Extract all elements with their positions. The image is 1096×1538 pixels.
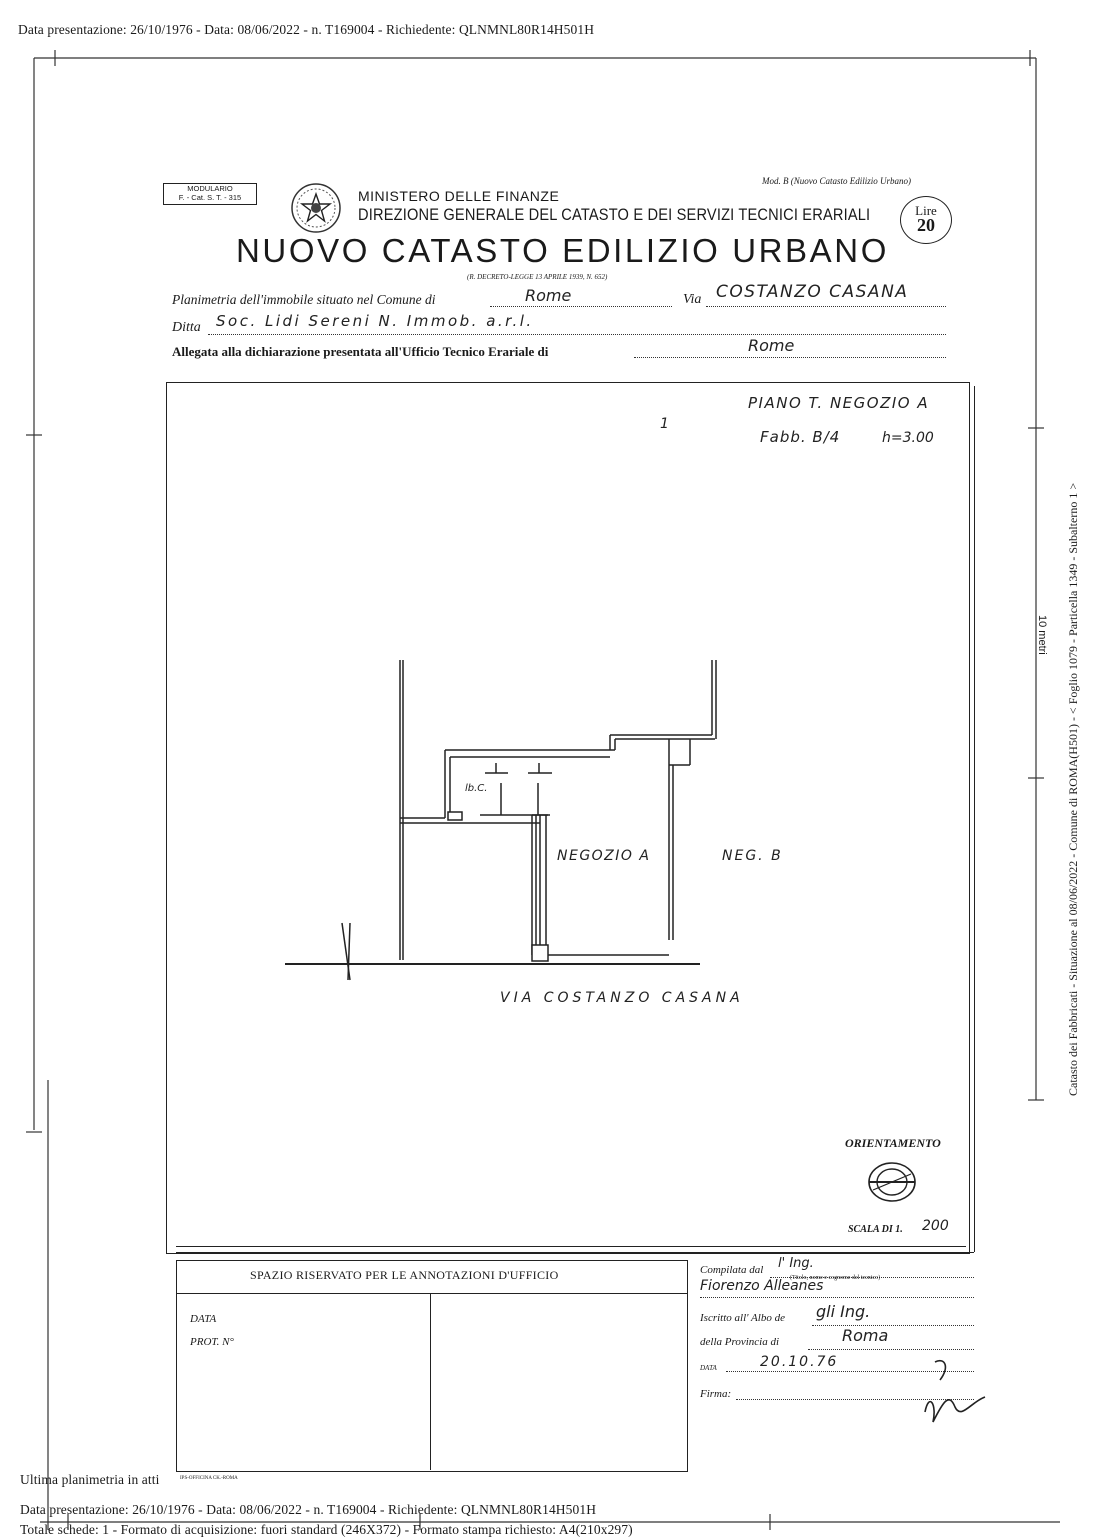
allegata-underline [634,356,946,358]
compilata-hint: (Titolo, nome e cognome del tecnico) [790,1275,881,1281]
plan-marker: 1 [660,416,669,432]
ultima-label: Ultima planimetria in atti [20,1472,160,1487]
via-value: COSTANZO CASANA [716,282,909,302]
data-label: DATA [190,1313,217,1325]
firma-label: Firma: [700,1388,732,1400]
iscritto-underline [812,1324,974,1326]
lire-label: Lire [915,203,937,218]
prot-label: PROT. N° [190,1336,234,1348]
riservato-label: SPAZIO RISERVATO PER LE ANNOTAZIONI D'UFFICIO [250,1268,559,1282]
provincia-value: Roma [842,1326,889,1345]
lire-stamp [900,196,952,244]
room-negozio-b: NEG. B [722,848,783,864]
iscritto-label: Iscritto all' Albo de [700,1312,785,1324]
provincia-underline [808,1348,974,1350]
name-underline [700,1296,974,1298]
planimetria-label: Planimetria dell'immobile situato nel Comune di [172,292,436,307]
compilata-label: Compilata dal [700,1264,764,1276]
header-top: Data presentazione: 26/10/1976 - Data: 08/06/2022 - n. T169004 - Richiedente: QLNMNL80R14H501H [18,22,595,37]
footer-line-1: Data presentazione: 26/10/1976 - Data: 08/06/2022 - n. T169004 - Richiedente: QLNMNL80R14H501H [20,1502,597,1517]
side-cadastral-text: Catasto dei Fabbricati - Situazione al 08/06/2022 - Comune di ROMA(H501) - < Foglio 1079 - Particella 1349 - Subalterno 1 > [1066,482,1080,1096]
signature-icon [915,1352,995,1432]
scala-value: 200 [922,1218,949,1234]
iscritto-value: gli Ing. [816,1302,871,1321]
ditta-underline [208,333,946,335]
side-scale: 10 metri [1036,615,1048,655]
plan-frame-shadow-bottom [176,1248,974,1253]
comune-underline [490,305,672,307]
via-underline [706,305,946,307]
comune-value: Rome [525,286,572,305]
emblem-icon [287,180,345,236]
modulario-label: MODULARIO [187,184,233,193]
compilata-name: Fiorenzo Alleanes [700,1278,824,1294]
plan-note-1: PIANO T. NEGOZIO A [748,394,930,412]
room-negozio-a: NEGOZIO A [557,848,651,864]
direzione: DIREZIONE GENERALE DEL CATASTO E DEI SERVIZI TECNICI ERARIALI [358,205,871,224]
ministero: MINISTERO DELLE FINANZE [358,188,560,204]
lire-value: 20 [917,215,935,235]
page-title: NUOVO CATASTO EDILIZIO URBANO [236,232,889,269]
wc-label: lb.C. [465,783,488,794]
office-box [176,1260,688,1472]
office-column-divider [430,1294,431,1470]
printer-label: IPS-OFFICINA CK.-ROMA [180,1476,238,1481]
via-label: Via [683,292,702,307]
mod-b: Mod. B (Nuovo Catasto Edilizio Urbano) [762,176,911,186]
scala-label: SCALA DI 1. [848,1224,903,1235]
plan-frame-shadow [966,386,975,1252]
plan-note-2: Fabb. B/4 [760,428,841,446]
floor-plan [280,655,820,985]
data-field-label: DATA [700,1364,717,1372]
ditta-value: Soc. Lidi Sereni N. Immob. a.r.l. [216,312,534,330]
allegata-label: Allegata alla dichiarazione presentata all'Ufficio Tecnico Erariale di [172,344,549,359]
modulario-box [163,183,257,205]
street-name: VIA COSTANZO CASANA [500,990,744,1006]
provincia-label: della Provincia di [700,1336,780,1348]
data-value: 20.10.76 [760,1354,839,1370]
orientamento-label: ORIENTAMENTO [845,1136,941,1150]
plan-note-height: h=3.00 [882,430,934,446]
compilata-value: l' Ing. [778,1256,814,1271]
allegata-value: Rome [748,336,795,355]
decree: (R. DECRETO-LEGGE 13 APRILE 1939, N. 652) [467,273,608,281]
compass-icon [865,1158,921,1206]
ditta-label: Ditta [172,320,201,335]
footer-line-2: Totale schede: 1 - Formato di acquisizione: fuori standard (246X372) - Formato stampa richiesto: A4(210x297) [20,1522,633,1537]
office-divider [176,1293,688,1294]
modulario-code: F. - Cat. S. T. - 315 [178,193,242,202]
